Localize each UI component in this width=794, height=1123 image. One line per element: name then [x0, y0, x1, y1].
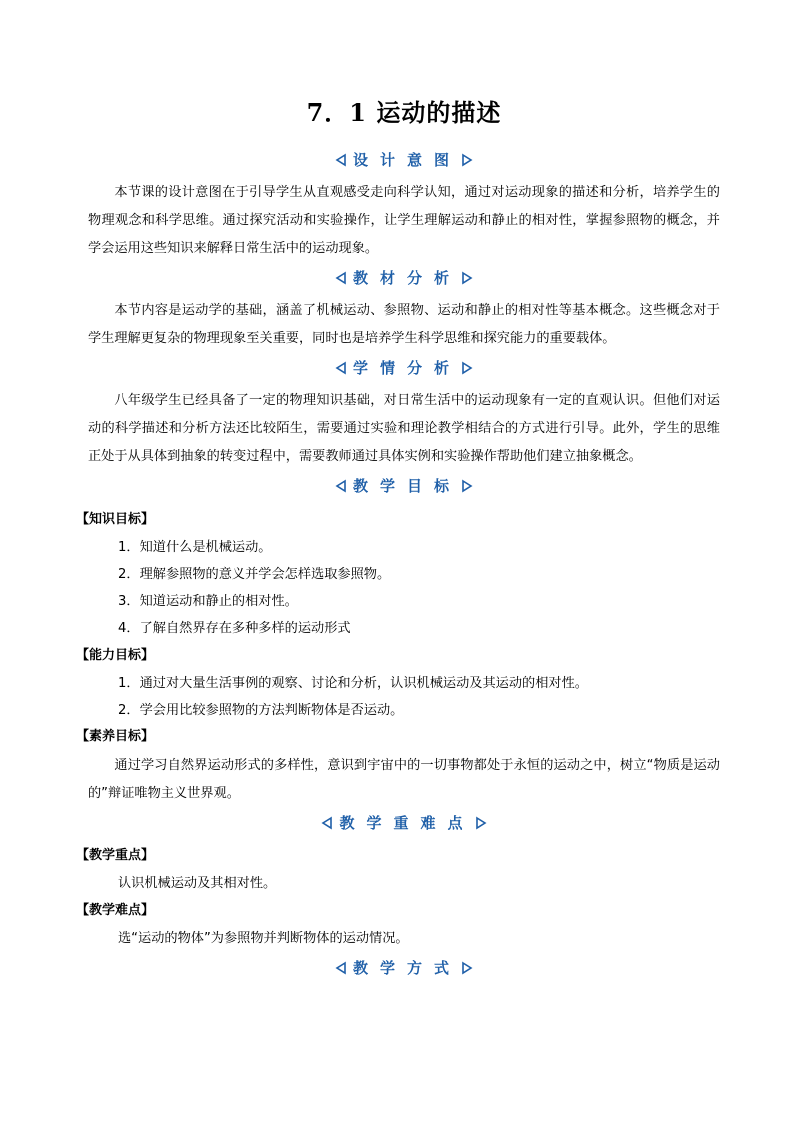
section-heading-design-intent	[88, 148, 720, 172]
triangle-left-icon	[335, 271, 347, 285]
key-points-label: 【教学重点】	[76, 848, 155, 863]
key-points-text: 认识机械运动及其相对性。	[118, 876, 277, 891]
section-heading-textbook-analysis	[88, 266, 720, 290]
section-heading-objectives	[88, 474, 720, 498]
section-heading-label: 教学目标	[352, 477, 461, 495]
difficult-points-label: 【教学难点】	[76, 903, 155, 918]
textbook-analysis-text: 本节内容是运动学的基础，涵盖了机械运动、参照物、运动和静止的相对性等基本概念。这些概念对于学生理解更复杂的物理现象至关重要，同时也是培养学生科学思维和探究能力的重要载体。	[88, 303, 720, 346]
triangle-right-icon	[461, 961, 473, 975]
section-heading-methods	[88, 956, 720, 980]
knowledge-objectives-label: 【知识目标】	[76, 512, 155, 527]
list-item: 1．知道什么是机械运动。	[118, 540, 272, 555]
design-intent-text: 本节课的设计意图在于引导学生从直观感受走向科学认知，通过对运动现象的描述和分析，培养学生的物理观念和科学思维。通过探究活动和实验操作，让学生理解运动和静止的相对性，掌握参照物的概念，并学会运用这些知识来解释日常生活中的运动现象。	[88, 185, 720, 256]
section-heading-label: 设计意图	[352, 151, 461, 169]
triangle-right-icon	[475, 816, 487, 830]
triangle-left-icon	[335, 479, 347, 493]
section-heading-label: 学情分析	[352, 359, 461, 377]
list-item: 4．了解自然界存在多种多样的运动形式	[118, 621, 351, 636]
ability-objectives-label: 【能力目标】	[76, 648, 155, 663]
triangle-left-icon	[335, 361, 347, 375]
list-item: 2．学会用比较参照物的方法判断物体是否运动。	[118, 703, 404, 718]
triangle-left-icon	[321, 816, 333, 830]
triangle-left-icon	[335, 153, 347, 167]
triangle-right-icon	[461, 153, 473, 167]
triangle-right-icon	[461, 479, 473, 493]
list-item: 1．通过对大量生活事例的观察、讨论和分析，认识机械运动及其运动的相对性。	[118, 676, 588, 691]
list-item: 3．知道运动和静止的相对性。	[118, 594, 298, 609]
list-item: 2．理解参照物的意义并学会怎样选取参照物。	[118, 567, 391, 582]
difficult-points-text: 选“运动的物体”为参照物并判断物体的运动情况。	[118, 931, 409, 946]
literacy-objectives-label: 【素养目标】	[76, 729, 155, 744]
document-title: 7．1 运动的描述	[306, 98, 502, 127]
triangle-right-icon	[461, 271, 473, 285]
triangle-right-icon	[461, 361, 473, 375]
literacy-objectives-text: 通过学习自然界运动形式的多样性，意识到宇宙中的一切事物都处于永恒的运动之中，树立“物质是运动的”辩证唯物主义世界观。	[88, 758, 720, 801]
triangle-left-icon	[335, 961, 347, 975]
section-heading-student-analysis	[88, 356, 720, 380]
student-analysis-text: 八年级学生已经具备了一定的物理知识基础，对日常生活中的运动现象有一定的直观认识。但他们对运动的科学描述和分析方法还比较陌生，需要通过实验和理论教学相结合的方式进行引导。此外，学生的思维正处于从具体到抽象的转变过程中，需要教师通过具体实例和实验操作帮助他们建立抽象概念。	[88, 393, 720, 464]
section-heading-label: 教学重难点	[339, 814, 475, 832]
section-heading-label: 教学方式	[352, 959, 461, 977]
section-heading-key-difficult	[88, 811, 720, 835]
section-heading-label: 教材分析	[352, 269, 461, 287]
